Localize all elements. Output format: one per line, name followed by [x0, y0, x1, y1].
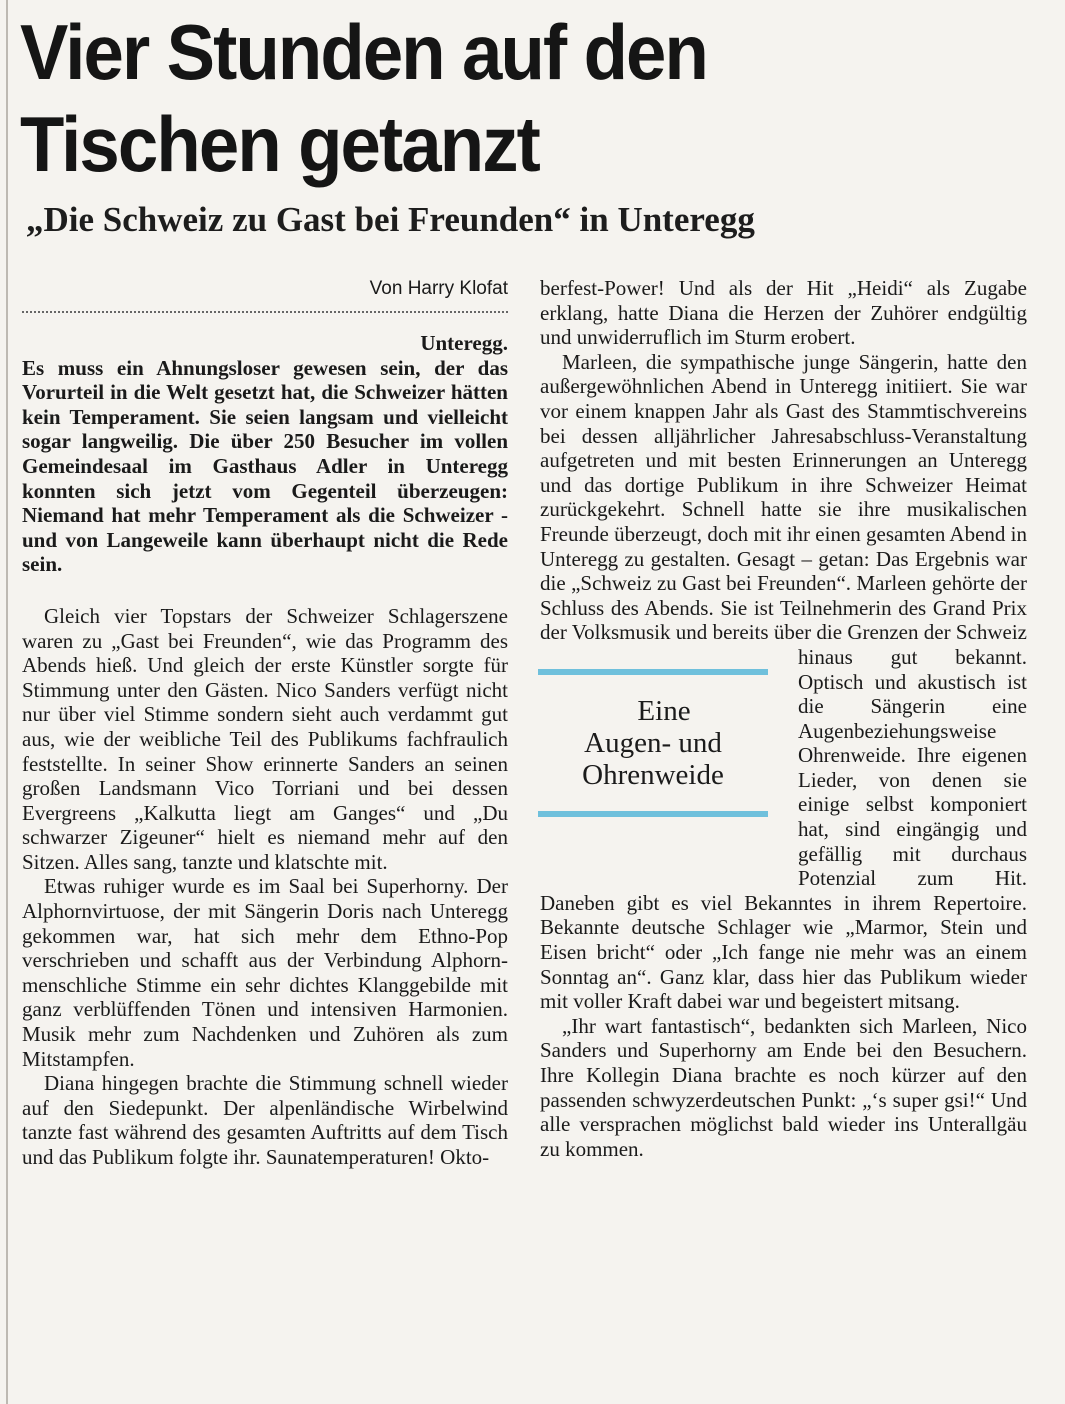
body-paragraph-4: berfest-Power! Und als der Hit „Heidi“ als Zugabe erklang, hatte Diana die Herzen der Zuhörer endgültig und unwiderruflich im Sturm erobert.: [540, 276, 1027, 350]
pullquote-line-2: Augen- und: [584, 726, 722, 759]
pullquote-bar-top: [538, 669, 768, 675]
body-paragraph-3: Diana hingegen brachte die Stimmung schnell wieder auf den Siedepunkt. Der alpenländische Wirbelwind tanzte fast während des gesamten Auftritts auf dem Tisch und das Publikum folgte ihr. Saunatemperaturen! Okto-: [22, 1071, 508, 1169]
pullquote-text: [538, 695, 768, 791]
column-1: [22, 331, 508, 1170]
byline-divider: [22, 311, 508, 313]
body-paragraph-5-text: Marleen, die sympathische junge Sängerin, hatte den außergewöhnlichen Abend in Unteregg initiiert. Sie war vor einem knappen Jahr als Gast des Stammtischvereins bei dessen alljährlicher Jahresabschluss-Veranstaltung aufgetreten und mit besten Erinnerungen an Unteregg und das dortige Publikum in ihre Schweizer Heimat zurückgekehrt. Schnell hatte sie ihre musikalischen Freunde überzeugt, doch mit ihr einen gesamten Abend in Unteregg zu gestalten. Gesagt – getan: Das Ergebnis war die „Schweiz zu Gast bei Freunden“. Marleen gehörte der Schluss des Abends. Sie ist Teilnehmerin des Grand Prix der Volksmusik und bereits über die Grenzen: [540, 349, 1027, 645]
body-paragraph-2: Etwas ruhiger wurde es im Saal bei Superhorny. Der Alphornvirtuose, der mit Sängerin Doris nach Unteregg gekommen war, hat sich mehr dem Ethno-Pop verschrieben und schafft aus der Verbindung Alphorn-menschliche Stimme ein sehr dichtes Klanggebilde mit ganz verblüffenden Tönen und intensiven Harmonien. Musik mehr zum Nachdenken und Zuhören als zum Mitstampfen.: [22, 874, 508, 1071]
paragraph-gap: [22, 577, 508, 604]
headline-line-1: Vier Stunden auf den: [20, 8, 707, 96]
next-article-headline-cutoff: [0, 1384, 1065, 1404]
dateline-place: Unteregg.: [420, 331, 508, 355]
body-paragraph-5: [540, 350, 1027, 1014]
byline: Von Harry Klofat: [369, 278, 508, 299]
lead-paragraph: Es muss ein Ahnungsloser gewesen sein, der das Vorurteil in die Welt gesetzt hat, die Schweizer hätten kein Temperament. Sie seien langsam und vielleicht sogar langweilig. Die über 250 Besucher im vollen Gemeindesaal im Gasthaus Adler in Unteregg konnten sich jetzt vom Gegenteil überzeugen: Niemand hat mehr Temperament als die Schweizer - und von Langeweile kann überhaupt nicht die Rede sein.: [22, 355, 508, 577]
pullquote-line-1: Eine: [637, 694, 691, 727]
body-paragraph-6: „Ihr wart fantastisch“, bedankten sich Marleen, Nico Sanders und Superhorny am Ende bei den Besuchern. Ihre Kollegin Diana brachte es noch kürzer auf den passenden schwyzerdeutschen Punkt: „‘s super gsi!“ Und alle versprachen möglichst bald wieder ins Unterallgäu zu kommen.: [540, 1013, 1027, 1161]
body-paragraph-1: Gleich vier Topstars der Schweizer Schlagerszene waren zu „Gast bei Freunden“, wie das Programm des Abends hieß. Und gleich der erste Künstler sorgte für Stimmung unter den Gästen. Nico Sanders verfügt nicht nur über viel Stimme sondern sieht auch verdammt gut aus, wie der weibliche Teil des Publikums fachfraulich feststellte. In seiner Show erinnerte Sanders an seinen großen Landsmann Vico Torriani und bei dessen Evergreens „Kalkutta liegt am Ganges“ und „Du schwarzer Zigeuner“ hielt es niemand mehr auf den Sitzen. Alles sang, tanzte und klatschte mit.: [22, 603, 508, 874]
column-2-body: [540, 350, 1027, 1014]
body-paragraph-5-continued: der Schweiz hinaus gut bekannt. Optisch und akustisch ist die Sängerin eine Augenbeziehungsweise Ohrenweide. Ihre eigenen Lieder, von denen sie einige selbst komponiert hat, sind eingängig und gefällig mit durchaus Potenzial zum Hit. Daneben gibt es viel Bekanntes in ihrem Repertoire. Bekannte deutsche Schlager wie „Marmor, Stein und Eisen bricht“ oder „Ich fange nie mehr was an einem Sonntag an“. Ganz klar, dass hier das Publikum wieder mit voller Kraft dabei war und begeistert mitsang.: [540, 620, 1027, 1014]
column-2: [540, 276, 1027, 1161]
subtitle: „Die Schweiz zu Gast bei Freunden“ in Unteregg: [26, 200, 755, 239]
pullquote-bar-bottom: [538, 811, 768, 817]
pullquote-box: [538, 627, 798, 871]
page-edge: [6, 0, 8, 1404]
pullquote-line-3: Ohrenweide: [582, 758, 724, 791]
headline: [20, 6, 857, 190]
headline-line-2: Tischen getanzt: [20, 100, 539, 188]
